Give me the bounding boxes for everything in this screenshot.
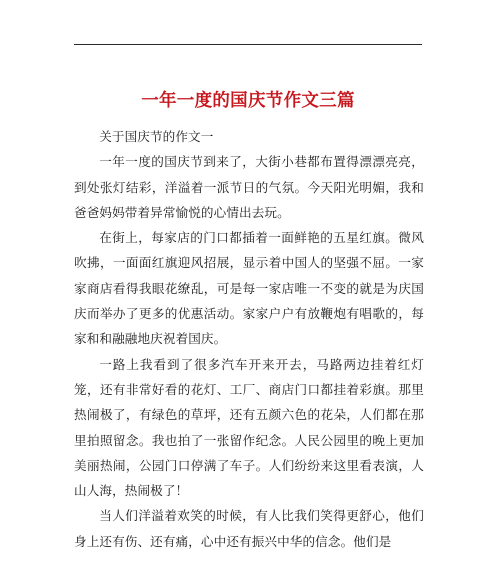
- document-title: 一年一度的国庆节作文三篇: [141, 91, 355, 111]
- header-rule: [74, 44, 422, 45]
- paragraph-4: 当人们洋溢着欢笑的时候，有人比我们笑得更舒心，他们身上还有伤、还有痛，心中还有振兴中华的信念。他们是: [74, 508, 424, 549]
- section-label: 关于国庆节的作文一: [99, 129, 214, 144]
- paragraph-2: 在街上，每家店的门口都插着一面鲜艳的五星红旗。微风吹拂，一面面红旗迎风招展，显示着中国人的坚强不屈。一家家商店看得我眼花缭乱，可是每一家店唯一不变的就是为庆国庆而举办了更多的优惠活动。家家户户有放鞭炮有唱歌的，每家和和融融地庆祝着国庆。: [74, 230, 424, 347]
- document-body: [74, 124, 424, 554]
- paragraph-3: 一路上我看到了很多汽车开来开去，马路两边挂着红灯笼，还有非常好看的花灯、工厂、商店门口都挂着彩旗。那里热闹极了，有绿色的草坪，还有五颜六色的花朵，人们都在那里拍照留念。我也拍了一张留作纪念。人民公园里的晚上更加美丽热闹，公园门口停满了车子。人们纷纷来这里看表演，人山人海，热闹极了！: [74, 356, 424, 499]
- paragraph-1: 一年一度的国庆节到来了，大街小巷都布置得漂漂亮亮，到处张灯结彩，洋溢着一派节日的气氛。今天阳光明媚，我和爸爸妈妈带着异常愉悦的心情出去玩。: [74, 154, 424, 220]
